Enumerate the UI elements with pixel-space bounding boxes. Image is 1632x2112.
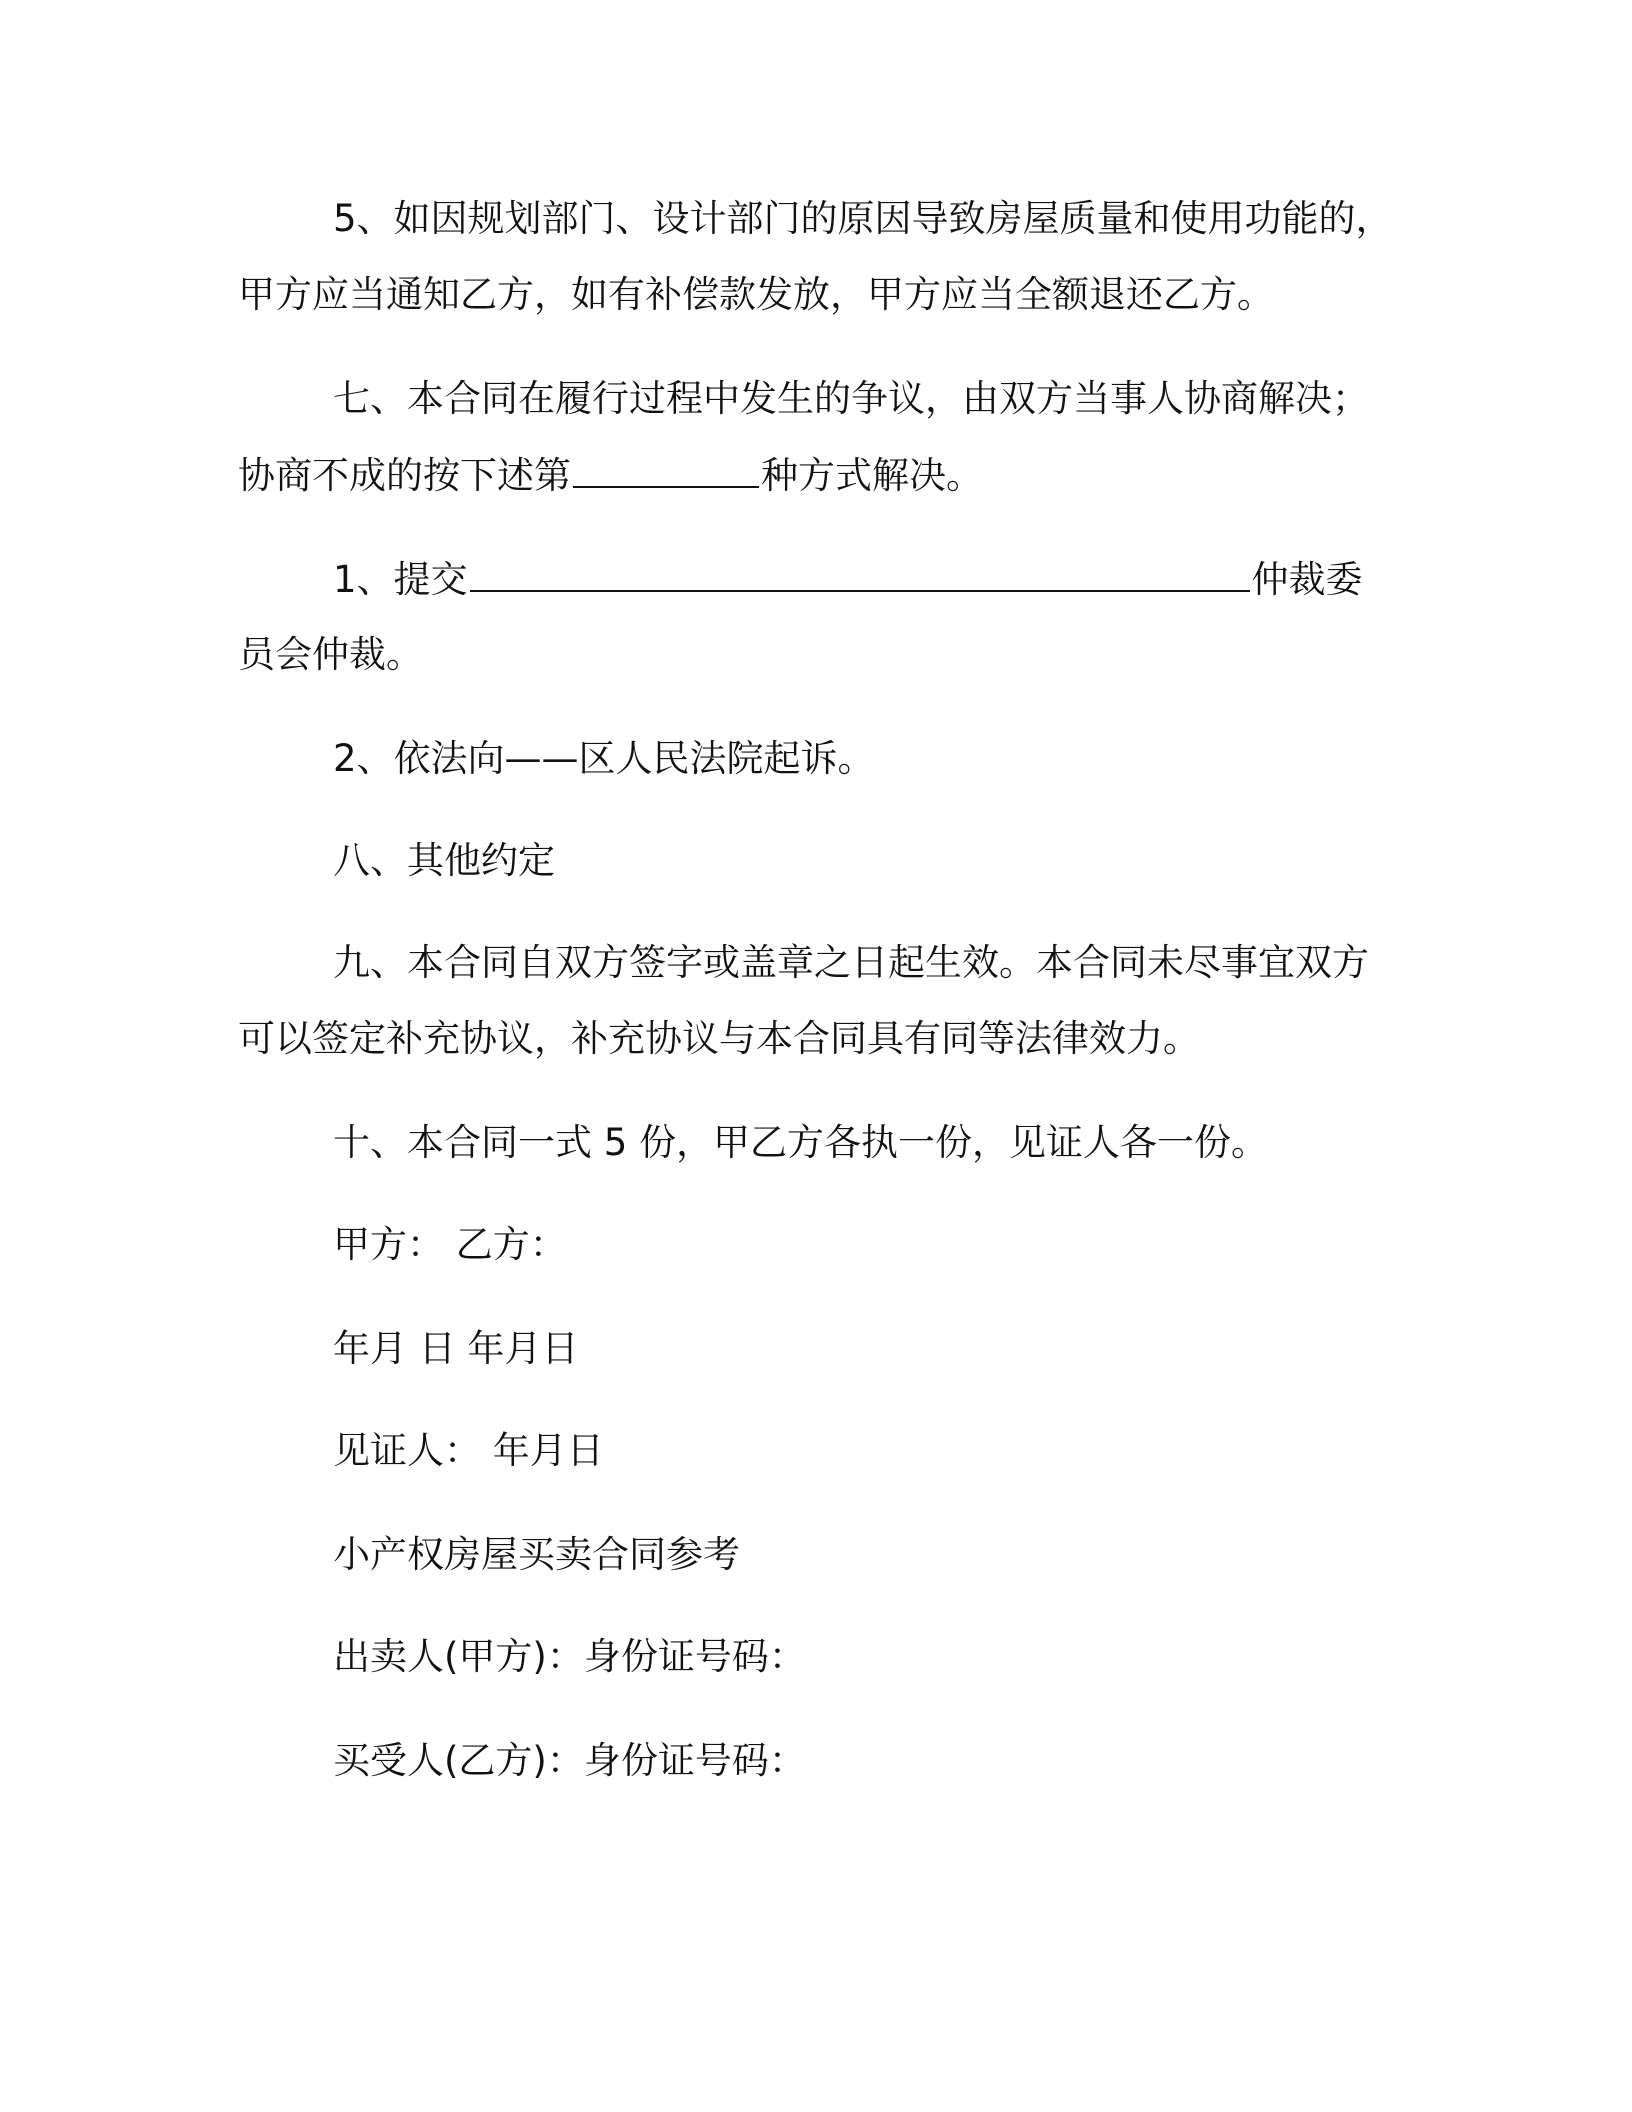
- clause-7-prefix: 协商不成的按下述第: [238, 454, 571, 497]
- arbitration-committee-blank: [470, 556, 1250, 592]
- clause-7-line-2: [238, 452, 983, 499]
- parties-signature-line: 甲方： 乙方：: [333, 1223, 567, 1266]
- witness-line: 见证人： 年月日: [333, 1429, 604, 1472]
- seller-id-line: 出卖人(甲方)：身份证号码：: [333, 1635, 806, 1678]
- method-number-blank: [573, 452, 759, 488]
- clause-7-line-1: 七、本合同在履行过程中发生的争议，由双方当事人协商解决；: [333, 377, 1369, 420]
- clause-10: 十、本合同一式 5 份，甲乙方各执一份，见证人各一份。: [333, 1121, 1269, 1164]
- clause-7-suffix: 种方式解决。: [761, 454, 983, 497]
- clause-9-line-2: 可以签定补充协议，补充协议与本合同具有同等法律效力。: [238, 1017, 1200, 1060]
- arbitration-line-1: [333, 556, 1363, 603]
- arbitration-line-2: 员会仲裁。: [238, 633, 423, 676]
- signature-date-line: 年月 日 年月日: [333, 1327, 579, 1370]
- paragraph-5-line-2: 甲方应当通知乙方，如有补偿款发放，甲方应当全额退还乙方。: [238, 273, 1274, 316]
- arbitration-suffix: 仲裁委: [1251, 558, 1363, 601]
- clause-9-line-1: 九、本合同自双方签字或盖章之日起生效。本合同未尽事宜双方: [333, 941, 1369, 984]
- clause-8-heading: 八、其他约定: [333, 839, 555, 882]
- reference-contract-title: 小产权房屋买卖合同参考: [333, 1533, 740, 1576]
- paragraph-5-line-1: 5、如因规划部门、设计部门的原因导致房屋质量和使用功能的，: [333, 197, 1393, 240]
- court-option: 2、依法向——区人民法院起诉。: [333, 737, 875, 780]
- arbitration-prefix: 1、提交: [333, 558, 468, 601]
- buyer-id-line: 买受人(乙方)：身份证号码：: [333, 1739, 806, 1782]
